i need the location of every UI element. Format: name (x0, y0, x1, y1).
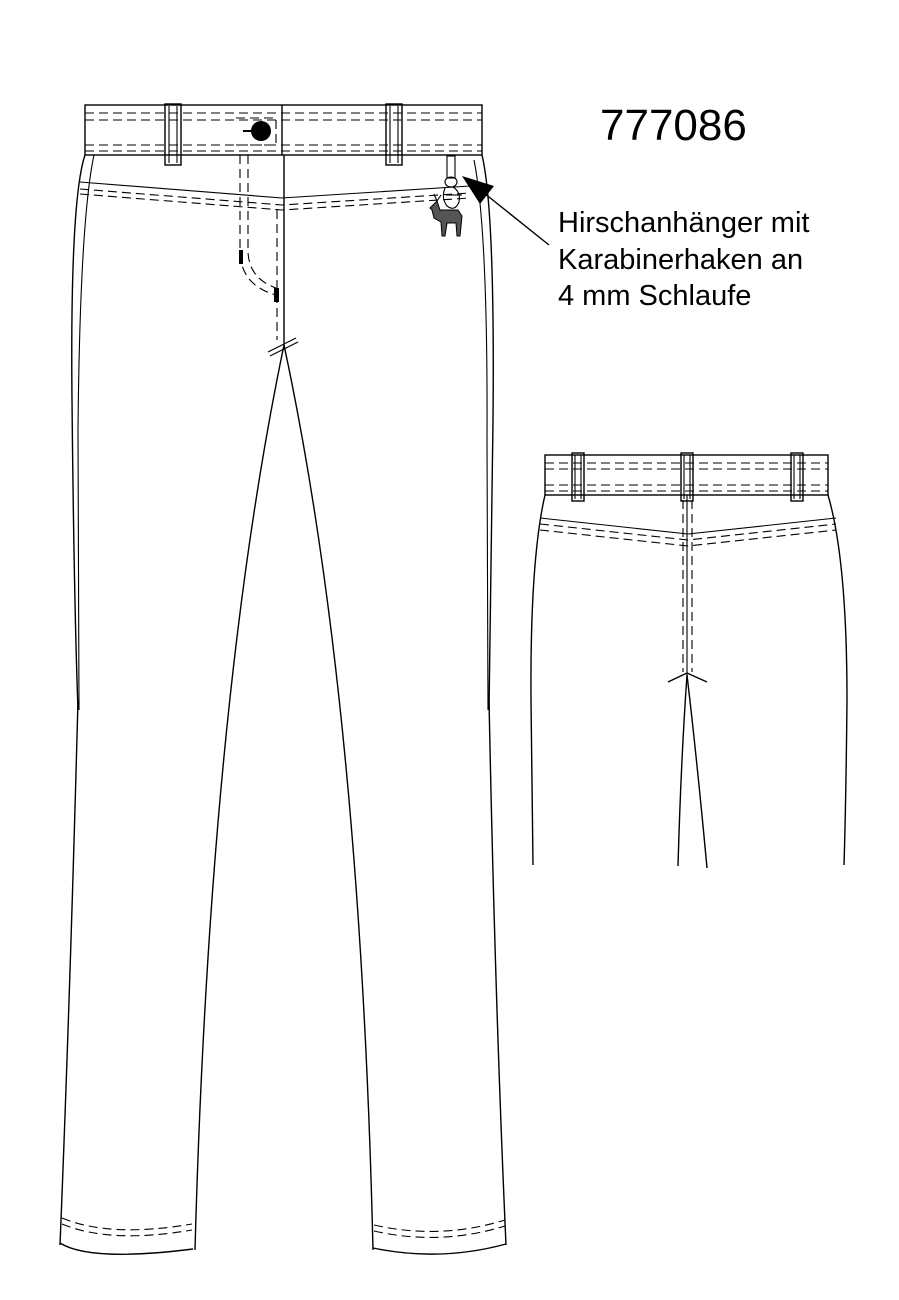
back-waistband (545, 455, 828, 495)
back-inseam-right (687, 675, 707, 868)
back-side-seam-left (531, 495, 545, 865)
back-center-seam (668, 495, 707, 682)
annotation-line-2: Karabinerhaken an (558, 243, 804, 276)
back-side-seam-right (828, 495, 847, 865)
annotation-line-3: 4 mm Schlaufe (558, 280, 752, 312)
back-belt-loop-left (572, 453, 584, 501)
back-inseam-left (678, 675, 687, 866)
model-number: 777086 (600, 101, 747, 150)
back-yoke-seam (540, 518, 836, 546)
trim-annotation (558, 205, 809, 315)
back-belt-loop-center (681, 453, 693, 501)
annotation-line-1: Hirschanhänger mit (558, 207, 810, 239)
back-belt-loop-right (791, 453, 803, 501)
